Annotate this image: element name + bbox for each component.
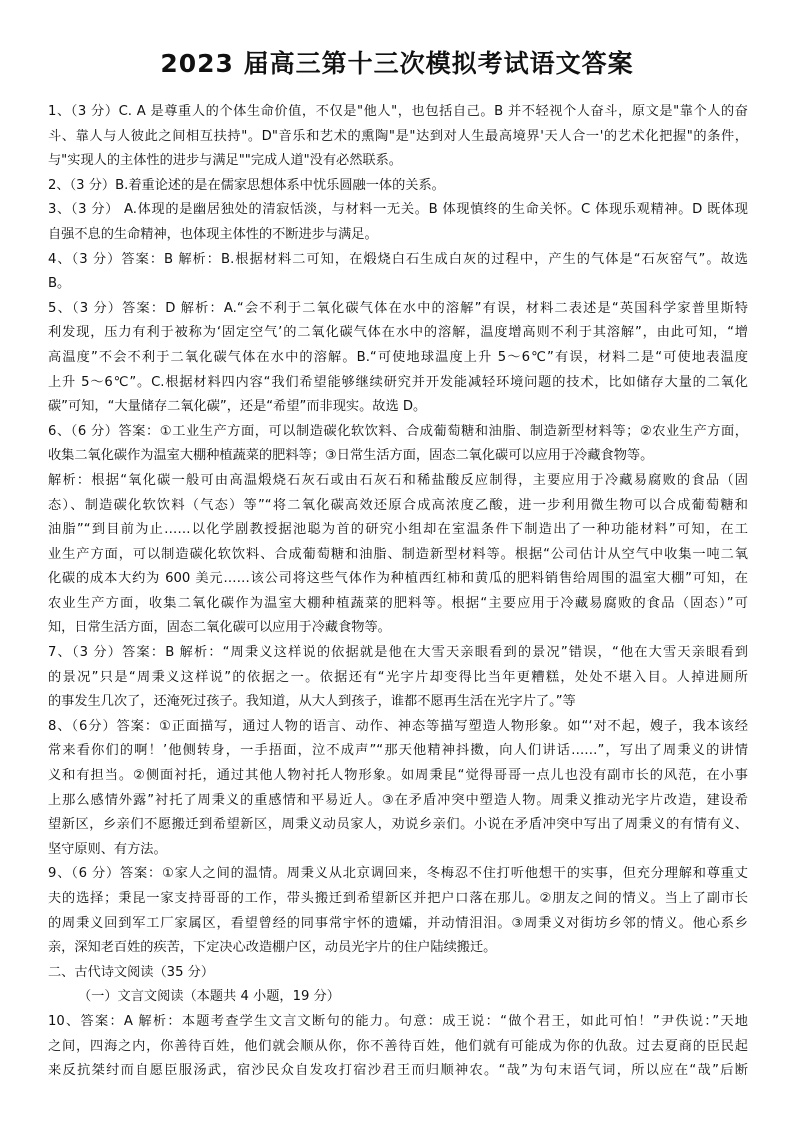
text-line: （一）文言文阅读（本题共 4 小题，19 分） — [78, 989, 340, 1005]
text-line: 上那么感情外露”衬托了周秉义的重感情和平易近人。③在矛盾冲突中塑造人物。周秉义推动光字片改造，建设希 — [48, 792, 748, 808]
text-line: 义和有担当。②侧面衬托，通过其他人物衬托人物形象。如周秉昆“觉得哥哥一点儿也没有副市长的风范，在小事 — [48, 768, 748, 784]
text-line: 8、（6分）答案：①正面描写，通过人物的语言、动作、神态等描写塑造人物形象。如“‘对不起，嫂子，我本该经 — [48, 718, 748, 734]
text-line: 的周秉义回到军工厂家属区，看望曾经的同事常宇怀的遗孀，并动情泪泪。③周秉义对街坊乡邻的情义。他心系乡 — [48, 915, 748, 931]
text-line: 收集二氧化碳作为温室大棚种植蔬菜的肥料等；③日常生活方面，固态二氧化碳可以应用于冷藏食物等。 — [48, 448, 654, 464]
text-line: 常来看你们的啊！’他侧转身，一手捂面，泣不成声”“那天他精神抖擞，向人们讲话……”，写出了周秉义的讲情 — [48, 743, 748, 759]
text-line: 之间，四海之内，你善待百姓，他们就会顺从你，你不善待百姓，他们就有可能成为你的仇敌。过去夏商的臣民起 — [48, 1038, 748, 1054]
text-line: 来反抗桀纣而自愿臣服汤武，宿沙民众自发攻打宿沙君王而归顺神农。“哉”为句末语气词，所以应在“哉”后断 — [48, 1063, 748, 1079]
text-line: 上升 5～6℃”。C.根据材料四内容“我们希望能够继续研究并开发能减轻环境问题的技术，比如储存大量的二氧化 — [48, 374, 748, 390]
text-line: 解析：根据“氧化碳一般可由高温煅烧石灰石或由石灰石和稀盐酸反应制得，主要应用于冷藏易腐败的食品（固 — [48, 472, 748, 488]
text-line: 坚守原则、有方法。 — [48, 841, 167, 857]
text-line: 望新区，乡亲们不愿搬迁到希望新区，周秉义动员家人，劝说乡亲们。小说在矛盾冲突中写出了周秉义的有情有义、 — [48, 817, 748, 833]
text-line: 与"实现人的主体性的进步与满足""完成人道"没有必然联系。 — [48, 153, 402, 169]
page-title: 2023 届高三第十三次模拟考试语文答案 — [160, 49, 634, 78]
text-line: 夫的选择；秉昆一家支持哥哥的工作，带头搬迁到希望新区并把户口落在那儿。②朋友之间的情义。当上了副市长 — [48, 891, 748, 906]
text-line: 二、古代诗文阅读（35 分） — [48, 964, 215, 980]
text-line: 斗、靠人与人彼此之间相互扶持"。D"音乐和艺术的熏陶"是"达到对人生最高境界'天人合一'的艺术化把握"的条件， — [48, 128, 748, 144]
text-line: 亲，深知老百姓的疾苦，下定决心改造棚户区，动员光字片的住户陆续搬迁。 — [48, 940, 497, 956]
text-line: 自强不息的生命精神，也体现主体性的不断进步与满足。 — [48, 226, 378, 242]
text-line: 化碳的成本大约为 600 美元……该公司将这些气体作为种植西红柿和黄瓜的肥料销售给周围的温室大棚”可知，在 — [48, 571, 748, 587]
text-line: 碳”可知，“大量储存二氧化碳”，还是“希望”而非现实。故选 D。 — [48, 399, 427, 415]
text-line: 2、（3 分）B.着重论述的是在儒家思想体系中忧乐圆融一体的关系。 — [48, 177, 445, 193]
text-line: 6、（6 分）答案：①工业生产方面，可以制造碳化软饮料、合成葡萄糖和油脂、制造新型材料等；②农业生产方面， — [48, 423, 748, 439]
text-line: 油脂”“到目前为止……以化学剧教授据池聪为首的研究小组却在室温条件下制造出了一种功能材料”可知，在工 — [48, 522, 748, 538]
text-line: 知，日常生活方面，固态二氧化碳可以应用于冷藏食物等。 — [48, 620, 391, 636]
text-line: 10、答案：A 解析：本题考查学生文言文断句的能力。句意：成王说：“做个君王，如此可怕！”尹佚说：”天地 — [48, 1013, 748, 1029]
text-line: 7、（3 分）答案：B 解析：“周秉义这样说的依据就是他在大雪天亲眼看到的景况”错误，“他在大雪天亲眼看到 — [48, 645, 748, 661]
text-line: 的事发生几次了，还淹死过孩子。我知道，从大人到孩子，谁都不愿再生活在光字片了。”等 — [48, 694, 576, 710]
text-line: 4、（3 分）答案：B 解析：B.根据材料二可知，在煅烧白石生成白灰的过程中，产生的气体是“石灰窑气”。故选 — [48, 251, 748, 267]
text-line: 业生产方面，可以制造碳化软饮料、合成葡萄糖和油脂、制造新型材料等。根据“公司估计从空气中收集一吨二氧 — [48, 546, 748, 562]
text-line: B。 — [48, 276, 71, 292]
text-line: 3、（3 分） A.体现的是幽居独处的清寂恬淡，与材料一无关。B 体现慎终的生命关怀。C 体现乐观精神。D 既体现 — [48, 202, 748, 218]
text-line: 利发现，压力有利于被称为‘固定空气’的二氧化碳气体在水中的溶解，温度增高则不利于其溶解”，由此可知，“增 — [48, 325, 748, 341]
text-line: 态）、制造碳化软饮料（气态）等”“将二氧化碳高效还原合成高浓度乙酸，进一步利用微生物可以合成葡萄糖和 — [48, 497, 748, 513]
text-line: 9、（6 分）答案：①家人之间的温情。周秉义从北京调回来，冬梅忍不住打听他想干的实事，但充分理解和尊重丈 — [48, 866, 748, 882]
text-line: 1、（3 分）C. A 是尊重人的个体生命价值，不仅是"他人"，也包括自己。B 并不轻视个人奋斗，原文是"靠个人的奋 — [48, 104, 748, 119]
text-line: 高温度”不会不利于二氧化碳气体在水中的溶解。B.“可使地球温度上升 5～6℃”有误，材料二是“可使地表温度 — [48, 349, 748, 365]
text-line: 农业生产方面，收集二氧化碳作为温室大棚种植蔬菜的肥料等。根据“主要应用于冷藏易腐败的食品（固态）”可 — [48, 595, 748, 611]
text-line: 5、（3 分）答案：D 解析：A.“会不利于二氧化碳气体在水中的溶解”有误，材料二表述是“英国科学家普里斯特 — [48, 300, 748, 316]
text-line: 的景况”只是“周秉义这样说”的依据之一。依据还有“光字片却变得比当年更糟糕，处处不堪入目。人掉进厕所 — [48, 669, 748, 685]
document-body — [48, 100, 748, 1084]
